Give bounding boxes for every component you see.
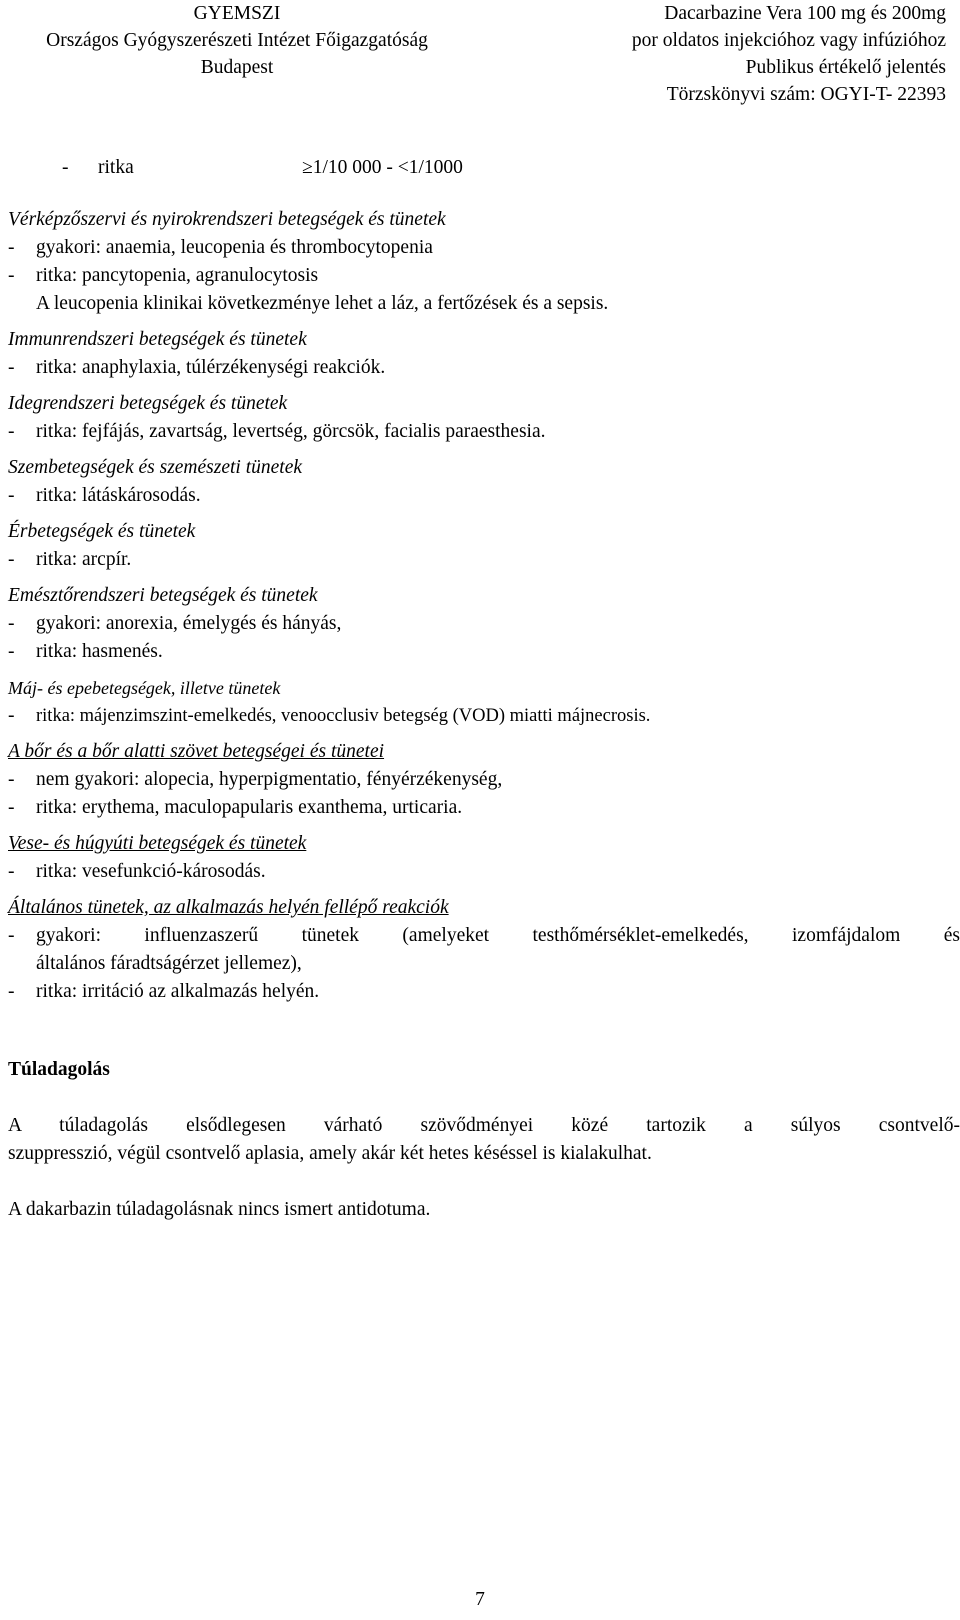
section-renal xyxy=(8,830,960,886)
item-text: ritka: hasmenés. xyxy=(36,641,163,662)
item-dash: - xyxy=(8,549,15,570)
header-right-block xyxy=(486,0,946,108)
item-text: nem gyakori: alopecia, hyperpigmentatio, fényérzékenység, xyxy=(36,769,503,790)
item-dash: - xyxy=(8,769,15,790)
section-blood-lymphatic xyxy=(8,206,960,318)
item-dash: - xyxy=(8,421,15,442)
item-text: ritka: arcpír. xyxy=(36,549,132,570)
list-item xyxy=(8,922,960,950)
list-item-continuation: általános fáradtságérzet jellemez), xyxy=(36,953,302,974)
item-dash: - xyxy=(8,357,15,378)
item-text: ritka: látáskárosodás. xyxy=(36,485,201,506)
section-title: Szembetegségek és szemészeti tünetek xyxy=(8,457,303,478)
item-dash: - xyxy=(8,705,15,726)
frequency-range: ≥1/10 000 - <1/1000 xyxy=(302,157,463,178)
list-item xyxy=(8,262,960,290)
item-dash: - xyxy=(8,641,15,662)
list-item xyxy=(8,766,960,794)
section-immune xyxy=(8,326,960,382)
list-item xyxy=(8,702,960,730)
item-dash: - xyxy=(8,485,15,506)
section-gastrointestinal xyxy=(8,582,960,666)
list-item xyxy=(8,418,960,446)
list-item xyxy=(8,482,960,510)
section-title: Máj- és epebetegségek, illetve tünetek xyxy=(8,678,281,698)
section-vascular xyxy=(8,518,960,574)
list-item xyxy=(8,858,960,886)
list-item xyxy=(8,978,960,1006)
header-product-form: por oldatos injekcióhoz vagy infúzióhoz xyxy=(631,30,946,51)
section-skin xyxy=(8,738,960,822)
item-text: ritka: erythema, maculopapularis exanthema, urticaria. xyxy=(36,797,463,818)
section-note: A leucopenia klinikai következménye lehet a láz, a fertőzések és a sepsis. xyxy=(36,293,609,314)
item-text: ritka: anaphylaxia, túlérzékenységi reakciók. xyxy=(36,357,386,378)
list-item xyxy=(8,234,960,262)
section-nervous xyxy=(8,390,960,446)
section-title: Immunrendszeri betegségek és tünetek xyxy=(8,329,307,350)
item-dash: - xyxy=(8,237,15,258)
item-dash: - xyxy=(8,797,15,818)
page-number: 7 xyxy=(475,1589,485,1610)
section-title: A bőr és a bőr alatti szövet betegségei és tünetei xyxy=(8,741,385,762)
section-title: Idegrendszeri betegségek és tünetek xyxy=(8,393,288,414)
paragraph-line: A dakarbazin túladagolásnak nincs ismert antidotuma. xyxy=(8,1199,431,1220)
item-text: ritka: vesefunkció-károsodás. xyxy=(36,861,266,882)
list-item xyxy=(8,354,960,382)
document-body xyxy=(8,154,960,1252)
item-text: ritka: fejfájás, zavartság, levertség, görcsök, facialis paraesthesia. xyxy=(36,421,546,442)
section-eye xyxy=(8,454,960,510)
overdose-paragraph-2 xyxy=(8,1196,960,1224)
item-dash: - xyxy=(8,925,15,946)
section-title: Emésztőrendszeri betegségek és tünetek xyxy=(8,585,318,606)
item-text: ritka: pancytopenia, agranulocytosis xyxy=(36,265,319,286)
header-registration-number: Törzskönyvi szám: OGYI-T- 22393 xyxy=(666,84,946,105)
section-title: Általános tünetek, az alkalmazás helyén fellépő reakciók xyxy=(8,897,449,918)
header-report-type: Publikus értékelő jelentés xyxy=(745,57,946,78)
item-text: gyakori: anorexia, émelygés és hányás, xyxy=(36,613,342,634)
overdose-paragraph-1 xyxy=(8,1112,960,1168)
header-left-block xyxy=(7,0,467,81)
paragraph-line: A túladagolás elsődlegesen várható szövődményei közé tartozik a súlyos csontvelő- xyxy=(8,1115,960,1136)
header-city: Budapest xyxy=(200,57,274,78)
section-general xyxy=(8,894,960,1006)
item-dash: - xyxy=(8,613,15,634)
frequency-dash: - xyxy=(62,157,69,178)
item-text: gyakori: influenzaszerű tünetek (amelyeket testhőmérséklet-emelkedés, izomfájdalom és xyxy=(36,925,960,946)
item-text: gyakori: anaemia, leucopenia és thrombocytopenia xyxy=(36,237,433,258)
frequency-row xyxy=(8,154,960,184)
overdose-heading: Túladagolás xyxy=(8,1059,110,1080)
item-text: ritka: irritáció az alkalmazás helyén. xyxy=(36,981,320,1002)
item-dash: - xyxy=(8,861,15,882)
section-title: Érbetegségek és tünetek xyxy=(8,521,196,542)
list-item xyxy=(8,794,960,822)
header-org-short: GYEMSZI xyxy=(193,3,281,24)
list-item xyxy=(8,610,960,638)
list-item xyxy=(8,546,960,574)
item-dash: - xyxy=(8,265,15,286)
header-org-full: Országos Gyógyszerészeti Intézet Főigazgatóság xyxy=(46,30,428,51)
section-hepatobiliary xyxy=(8,674,960,730)
item-dash: - xyxy=(8,981,15,1002)
section-title: Vese- és húgyúti betegségek és tünetek xyxy=(8,833,307,854)
frequency-label: ritka xyxy=(98,157,134,178)
item-text: ritka: májenzimszint-emelkedés, venoocclusiv betegség (VOD) miatti májnecrosis. xyxy=(36,706,651,726)
list-item xyxy=(8,638,960,666)
section-title: Vérképzőszervi és nyirokrendszeri betegségek és tünetek xyxy=(8,209,446,230)
paragraph-line: szuppresszió, végül csontvelő aplasia, amely akár két hetes késéssel is kialakulhat. xyxy=(8,1143,652,1164)
header-product-name: Dacarbazine Vera 100 mg és 200mg xyxy=(664,3,946,24)
page-header xyxy=(0,0,960,110)
